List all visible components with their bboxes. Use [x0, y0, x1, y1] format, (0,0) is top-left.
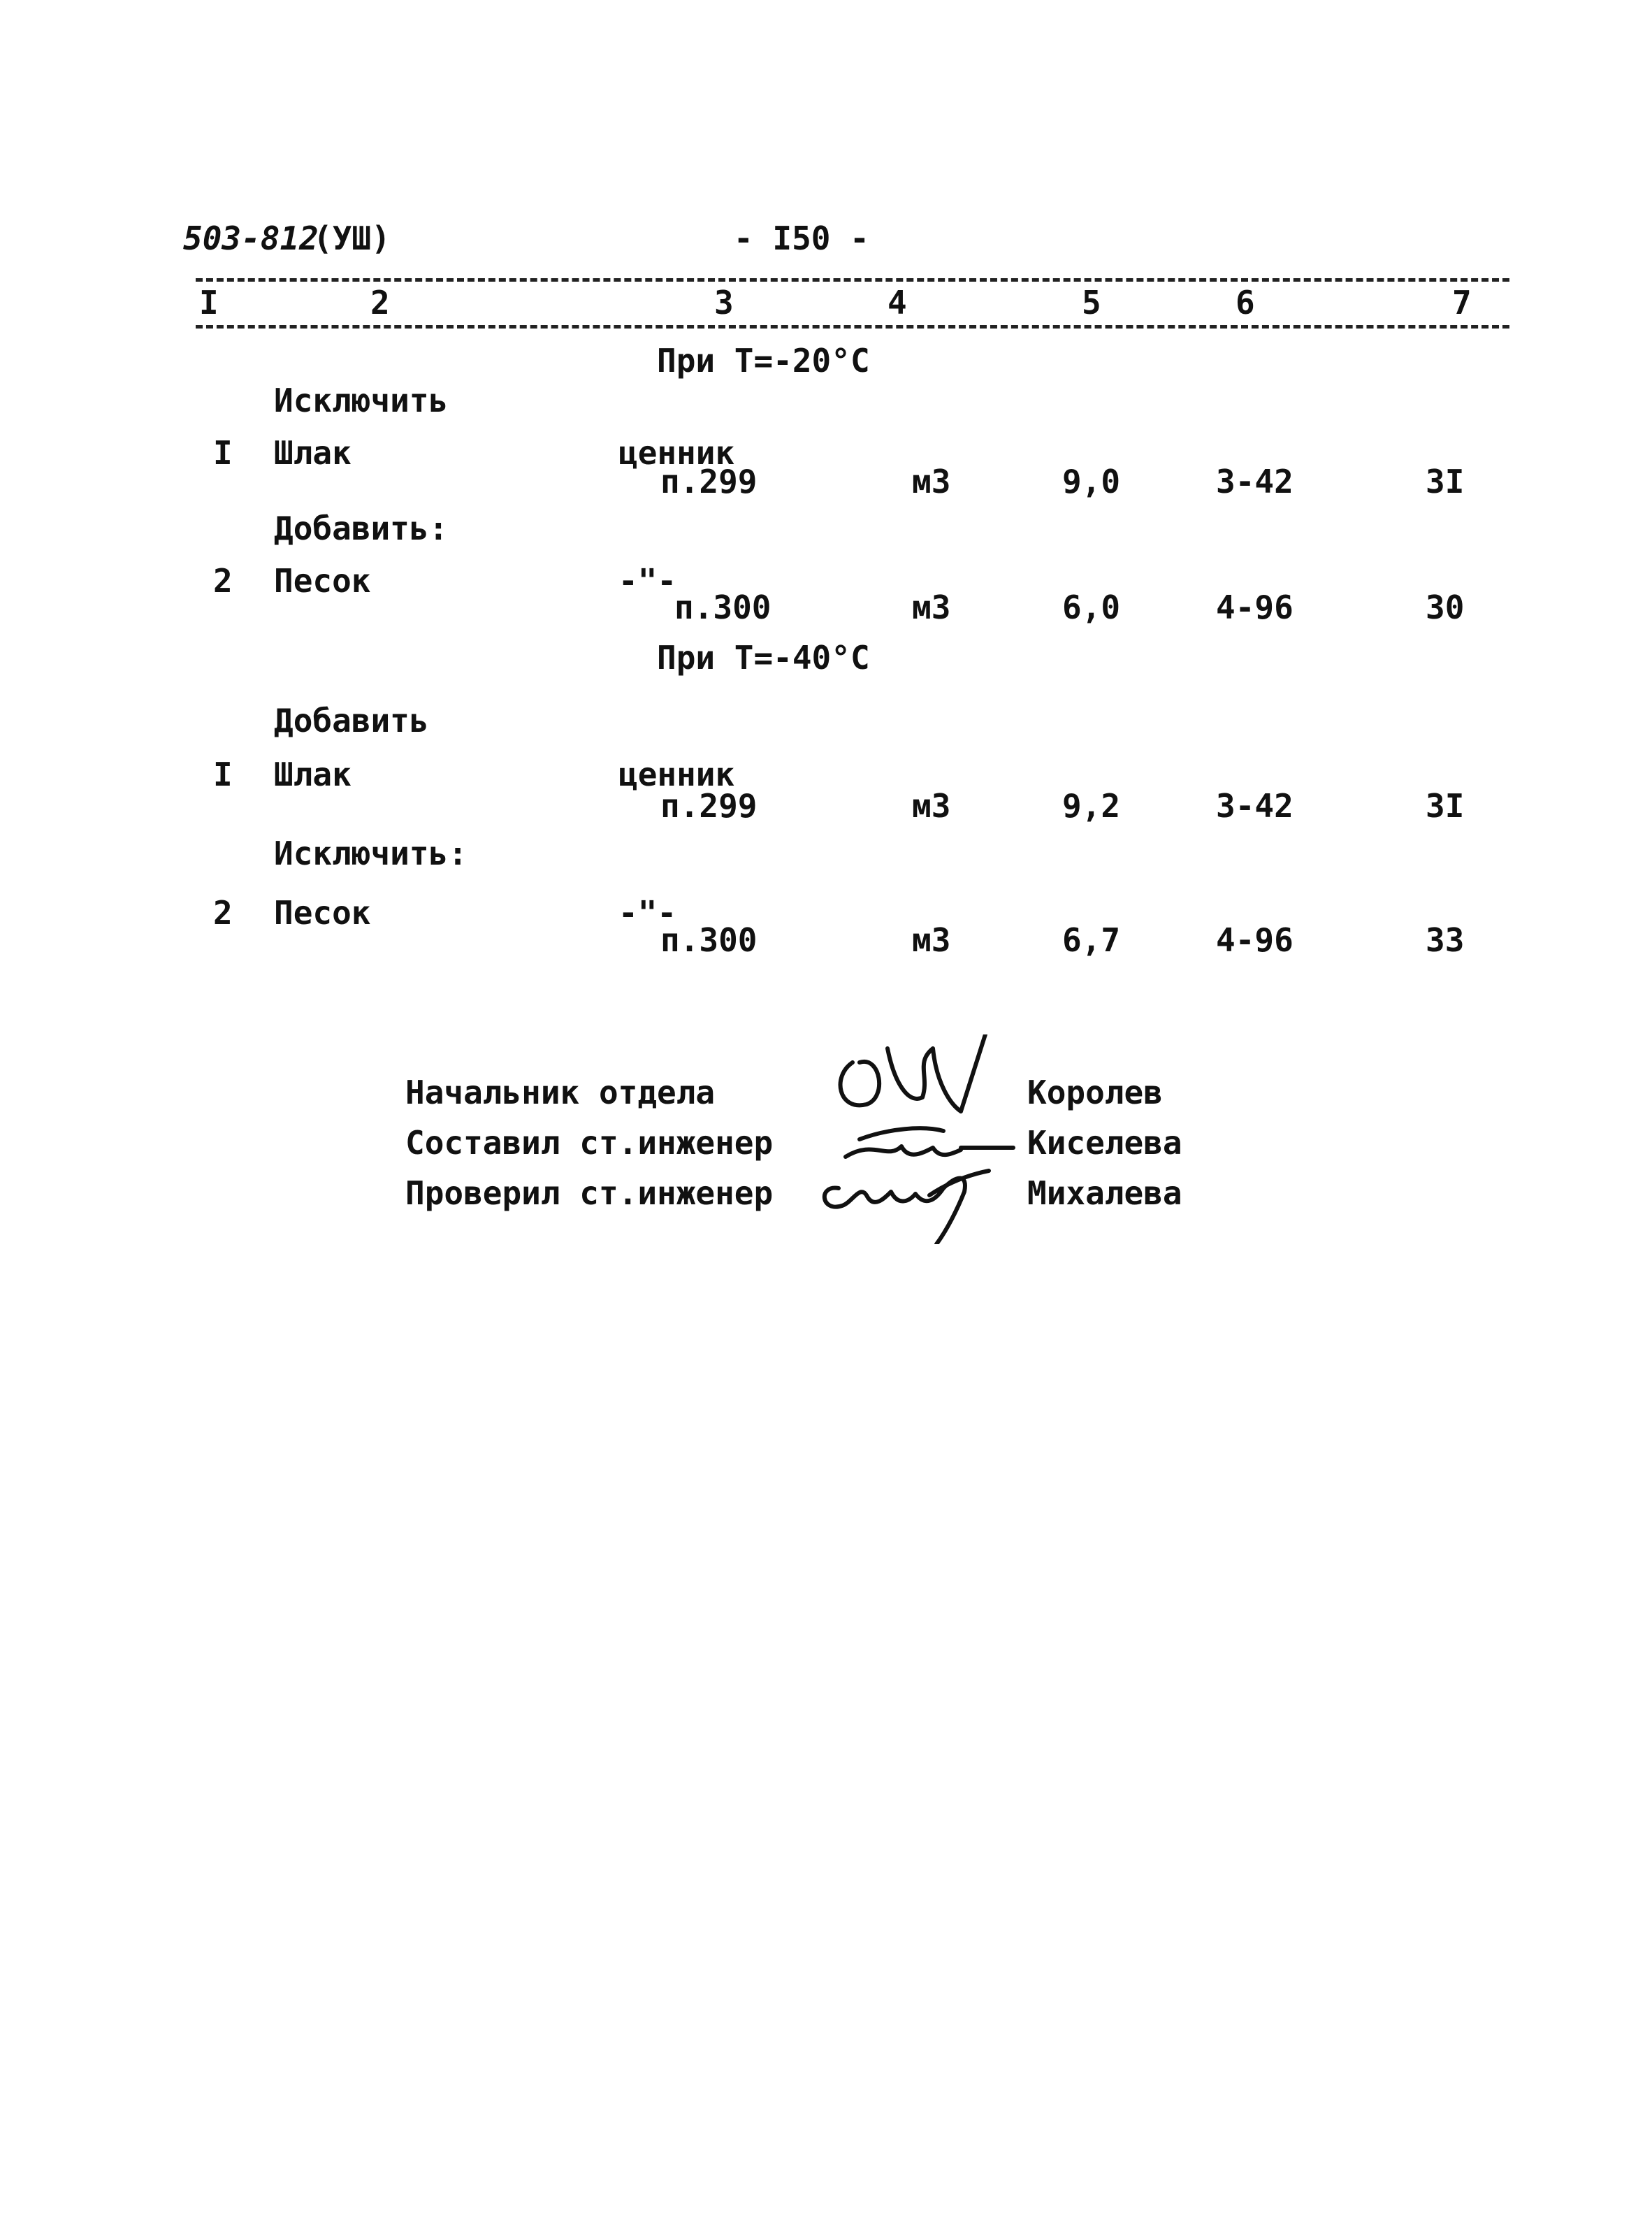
row-number: I [213, 756, 233, 793]
column-header-1: I [199, 284, 219, 322]
group-action-label: Исключить: [274, 835, 468, 872]
row-total: 30 [1426, 589, 1465, 626]
row-unit: м3 [912, 463, 951, 500]
section-condition: При Т=-40°С [657, 639, 870, 677]
row-reference-source: -"- [618, 562, 677, 600]
column-header-6: 6 [1236, 284, 1255, 322]
signature-stroke [846, 1146, 961, 1157]
column-header-4: 4 [887, 284, 907, 322]
signature-role: Начальник отдела [405, 1074, 716, 1111]
signature-stroke [825, 1188, 943, 1207]
row-reference-source: ценник [618, 434, 735, 472]
row-price: 3-42 [1216, 463, 1294, 500]
signature-stroke [961, 1034, 985, 1111]
handwritten-signatures [811, 1034, 1034, 1244]
row-reference-source: -"- [618, 894, 677, 932]
row-number: 2 [213, 562, 233, 600]
signature-stroke [929, 1171, 989, 1195]
group-action-label: Добавить: [274, 510, 449, 547]
row-material: Песок [274, 894, 371, 932]
row-reference-source: ценник [618, 756, 735, 793]
row-reference: п.299 [660, 463, 758, 500]
row-unit: м3 [912, 787, 951, 825]
row-quantity: 6,0 [1062, 589, 1121, 626]
row-material: Песок [274, 562, 371, 600]
document-section: (УШ) [313, 219, 391, 257]
row-total: 3I [1426, 463, 1465, 500]
document-code: 503-812 [183, 219, 319, 257]
row-quantity: 6,7 [1062, 921, 1121, 959]
row-quantity: 9,2 [1062, 787, 1121, 825]
table-header-rule [196, 325, 1509, 329]
section-condition: При Т=-20°С [657, 342, 870, 380]
signature-name: Михалева [1027, 1174, 1182, 1212]
group-action-label: Исключить [274, 382, 449, 419]
table-top-rule [196, 278, 1509, 282]
row-quantity: 9,0 [1062, 463, 1121, 500]
row-price: 3-42 [1216, 787, 1294, 825]
row-price: 4-96 [1216, 589, 1294, 626]
row-total: 33 [1426, 921, 1465, 959]
row-total: 3I [1426, 787, 1465, 825]
signature-stroke [887, 1048, 961, 1111]
row-reference: п.300 [674, 589, 771, 626]
row-reference: п.299 [660, 787, 758, 825]
signature-name: Киселева [1027, 1124, 1182, 1162]
row-number: I [213, 434, 233, 472]
row-number: 2 [213, 894, 233, 932]
signature-stroke [841, 1062, 880, 1105]
signature-name: Королев [1027, 1074, 1163, 1111]
signature-role: Составил ст.инженер [405, 1124, 774, 1162]
row-unit: м3 [912, 589, 951, 626]
row-material: Шлак [274, 756, 352, 793]
column-header-5: 5 [1082, 284, 1101, 322]
row-unit: м3 [912, 921, 951, 959]
group-action-label: Добавить [274, 702, 429, 740]
row-price: 4-96 [1216, 921, 1294, 959]
row-reference: п.300 [660, 921, 758, 959]
row-material: Шлак [274, 434, 352, 472]
column-header-3: 3 [714, 284, 734, 322]
column-header-2: 2 [370, 284, 390, 322]
signature-stroke [860, 1128, 943, 1139]
column-header-7: 7 [1452, 284, 1472, 322]
page-number: - I50 - [734, 219, 869, 257]
signature-role: Проверил ст.инженер [405, 1174, 774, 1212]
